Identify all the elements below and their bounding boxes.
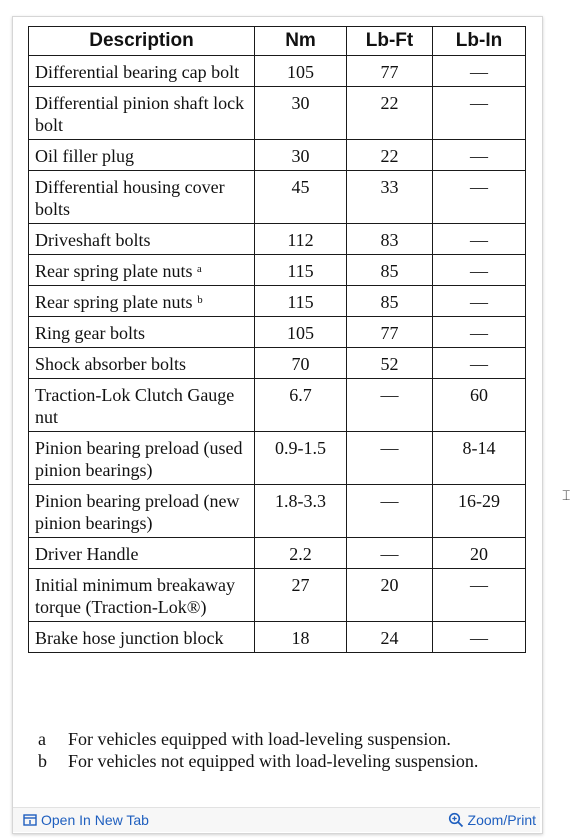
table-row xyxy=(29,622,526,653)
cell-nm: 115 xyxy=(255,255,347,286)
cell-description: Rear spring plate nuts ᵇ xyxy=(29,286,255,317)
table-row xyxy=(29,379,526,432)
table-body xyxy=(29,56,526,653)
cell-nm: 70 xyxy=(255,348,347,379)
cell-nm: 115 xyxy=(255,286,347,317)
header-description: Description xyxy=(29,27,255,56)
footnote-b xyxy=(38,750,518,772)
cell-nm: 30 xyxy=(255,140,347,171)
cell-lbin: — xyxy=(433,171,526,224)
cell-lbin: 16-29 xyxy=(433,485,526,538)
cell-lbin: — xyxy=(433,569,526,622)
footnotes xyxy=(38,728,518,772)
cell-nm: 18 xyxy=(255,622,347,653)
cell-nm: 1.8-3.3 xyxy=(255,485,347,538)
cell-description: Initial minimum breakaway torque (Traction-Lok®) xyxy=(29,569,255,622)
cell-nm: 30 xyxy=(255,87,347,140)
cell-description: Driver Handle xyxy=(29,538,255,569)
cell-description: Differential pinion shaft lock bolt xyxy=(29,87,255,140)
cell-description: Ring gear bolts xyxy=(29,317,255,348)
cell-lbft: 85 xyxy=(347,286,433,317)
footnote-a xyxy=(38,728,518,750)
table-row xyxy=(29,538,526,569)
cell-description: Brake hose junction block xyxy=(29,622,255,653)
header-lbft: Lb-Ft xyxy=(347,27,433,56)
cell-lbin: — xyxy=(433,56,526,87)
cell-lbft: — xyxy=(347,485,433,538)
cell-description: Differential bearing cap bolt xyxy=(29,56,255,87)
cell-description: Driveshaft bolts xyxy=(29,224,255,255)
cell-lbin: — xyxy=(433,255,526,286)
cell-nm: 45 xyxy=(255,171,347,224)
table-row xyxy=(29,286,526,317)
zoom-print-link[interactable] xyxy=(448,812,536,828)
open-in-new-tab-label: Open In New Tab xyxy=(41,812,149,828)
cell-description: Pinion bearing preload (new pinion bearings) xyxy=(29,485,255,538)
footnote-mark: b xyxy=(38,751,47,771)
cell-nm: 105 xyxy=(255,56,347,87)
table-row xyxy=(29,56,526,87)
table-row xyxy=(29,485,526,538)
table-row xyxy=(29,569,526,622)
cell-lbin: 20 xyxy=(433,538,526,569)
table-row xyxy=(29,432,526,485)
cell-nm: 112 xyxy=(255,224,347,255)
header-nm: Nm xyxy=(255,27,347,56)
open-new-tab-icon xyxy=(23,814,37,826)
text-cursor-icon: ⌶ xyxy=(562,488,570,504)
cell-lbft: 24 xyxy=(347,622,433,653)
cell-lbin: — xyxy=(433,348,526,379)
cell-lbft: 77 xyxy=(347,56,433,87)
cell-lbft: 83 xyxy=(347,224,433,255)
table-row xyxy=(29,171,526,224)
cell-nm: 105 xyxy=(255,317,347,348)
cell-description: Shock absorber bolts xyxy=(29,348,255,379)
zoom-magnifier-icon xyxy=(448,812,464,828)
cell-description: Differential housing cover bolts xyxy=(29,171,255,224)
cell-lbin: — xyxy=(433,140,526,171)
table-row xyxy=(29,255,526,286)
cell-nm: 27 xyxy=(255,569,347,622)
cell-lbft: — xyxy=(347,538,433,569)
footnote-text: For vehicles not equipped with load-leveling suspension. xyxy=(68,751,479,771)
cell-lbft: 77 xyxy=(347,317,433,348)
cell-description: Oil filler plug xyxy=(29,140,255,171)
cell-lbft: 52 xyxy=(347,348,433,379)
table-row xyxy=(29,140,526,171)
image-footer-bar xyxy=(13,807,540,832)
torque-spec-scan xyxy=(16,22,537,804)
cell-lbin: — xyxy=(433,224,526,255)
cell-nm: 6.7 xyxy=(255,379,347,432)
cell-lbin: — xyxy=(433,622,526,653)
cell-lbin: — xyxy=(433,286,526,317)
header-lbin: Lb-In xyxy=(433,27,526,56)
footnote-text: For vehicles equipped with load-leveling suspension. xyxy=(68,729,451,749)
table-row xyxy=(29,348,526,379)
cell-lbin: 8-14 xyxy=(433,432,526,485)
footnote-mark: a xyxy=(38,729,46,749)
zoom-print-label: Zoom/Print xyxy=(467,812,536,828)
cell-nm: 0.9-1.5 xyxy=(255,432,347,485)
cell-description: Rear spring plate nuts ᵃ xyxy=(29,255,255,286)
cell-lbin: 60 xyxy=(433,379,526,432)
cell-lbft: 20 xyxy=(347,569,433,622)
cell-lbin: — xyxy=(433,317,526,348)
cell-lbft: 85 xyxy=(347,255,433,286)
table-row xyxy=(29,87,526,140)
cell-description: Pinion bearing preload (used pinion bearings) xyxy=(29,432,255,485)
cell-description: Traction-Lok Clutch Gauge nut xyxy=(29,379,255,432)
cell-lbft: 22 xyxy=(347,140,433,171)
table-row xyxy=(29,317,526,348)
torque-spec-table xyxy=(28,26,526,653)
cell-lbft: — xyxy=(347,432,433,485)
cell-lbin: — xyxy=(433,87,526,140)
cell-lbft: — xyxy=(347,379,433,432)
table-header-row xyxy=(29,27,526,56)
table-row xyxy=(29,224,526,255)
cell-lbft: 22 xyxy=(347,87,433,140)
cell-nm: 2.2 xyxy=(255,538,347,569)
cell-lbft: 33 xyxy=(347,171,433,224)
open-in-new-tab-link[interactable] xyxy=(23,812,149,828)
